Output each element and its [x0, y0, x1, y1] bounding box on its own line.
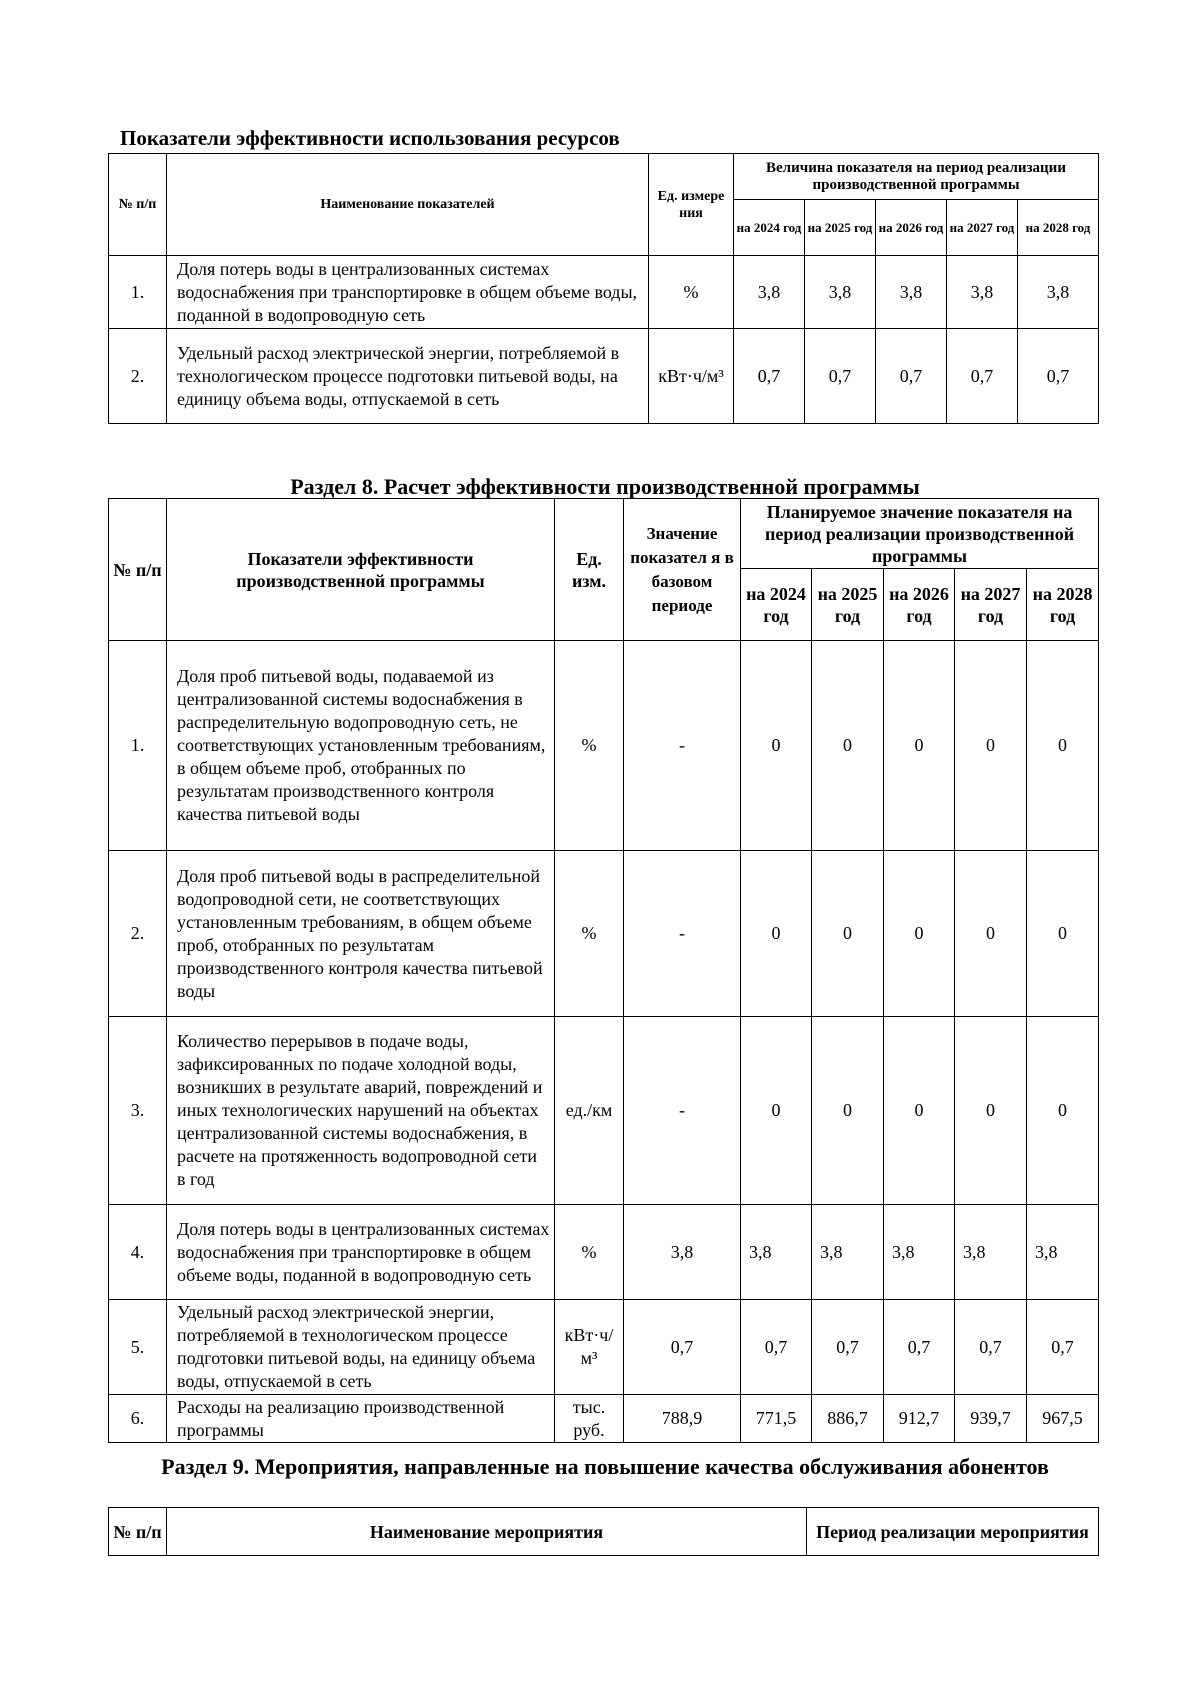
section9-title: Раздел 9. Мероприятия, направленные на повышение качества обслуживания абонентов: [161, 1454, 1049, 1479]
row-num: 1.: [109, 641, 167, 851]
row-num: 3.: [109, 1017, 167, 1205]
row-base: -: [624, 851, 741, 1017]
row-value: 0: [955, 1017, 1027, 1205]
row-unit: кВт·ч/м³: [555, 1300, 624, 1395]
header-name: Показатели эффективности производственной программы: [167, 499, 555, 641]
header-year: на 2028 год: [1027, 569, 1099, 641]
row-value: 0: [812, 851, 884, 1017]
row-num: 2.: [109, 851, 167, 1017]
row-value: 0: [741, 1017, 812, 1205]
row-name: Доля проб питьевой воды в распределительной водопроводной сети, не соответствующих установленным требованиям, в общем объеме проб, отобранных по результатам производственного контроля качества питьевой воды: [167, 851, 555, 1017]
row-value: 0: [741, 851, 812, 1017]
row-value: 3,8: [884, 1205, 955, 1300]
row-value: 0: [1027, 851, 1099, 1017]
header-year: на 2026 год: [884, 569, 955, 641]
row-name: Удельный расход электрической энергии, потребляемой в технологическом процессе подготовки питьевой воды, на единицу объема воды, отпускаемой в сеть: [167, 329, 649, 424]
resources-section-title: Показатели эффективности использования ресурсов: [120, 126, 620, 150]
header-num: № п/п: [109, 499, 167, 641]
header-year: на 2024 год: [741, 569, 812, 641]
row-value: 0: [741, 641, 812, 851]
table-row: [109, 1395, 1099, 1443]
row-name: Удельный расход электрической энергии, потребляемой в технологическом процессе подготовки питьевой воды, на единицу объема воды, отпускаемой в сеть: [167, 1300, 555, 1395]
table-row: [109, 851, 1099, 1017]
row-unit: ед./км: [555, 1017, 624, 1205]
row-value: 0,7: [947, 329, 1018, 424]
row-value: 3,8: [1027, 1205, 1099, 1300]
header-base: Значение показател я в базовом периоде: [624, 499, 741, 641]
section9-measures-table: [108, 1507, 1099, 1556]
section8-efficiency-table: [108, 498, 1099, 1443]
row-value: 0,7: [734, 329, 805, 424]
row-name: Доля потерь воды в централизованных системах водоснабжения при транспортировке в общем объеме воды, поданной в водопроводную сеть: [167, 1205, 555, 1300]
row-value: 0: [812, 641, 884, 851]
header-num: № п/п: [109, 1508, 167, 1556]
table-row: [109, 329, 1099, 424]
header-year: на 2027 год: [955, 569, 1027, 641]
header-name: Наименование мероприятия: [167, 1508, 807, 1556]
row-base: 3,8: [624, 1205, 741, 1300]
row-value: 0,7: [884, 1300, 955, 1395]
row-num: 2.: [109, 329, 167, 424]
row-unit: тыс. руб.: [555, 1395, 624, 1443]
row-value: 3,8: [812, 1205, 884, 1300]
header-num: № п/п: [109, 154, 167, 256]
row-value: 0: [884, 1017, 955, 1205]
header-year: на 2025 год: [812, 569, 884, 641]
row-value: 0: [884, 641, 955, 851]
row-value: 0,7: [812, 1300, 884, 1395]
header-unit: Ед. изм.: [555, 499, 624, 641]
row-value: 3,8: [955, 1205, 1027, 1300]
row-name: Количество перерывов в подаче воды, зафиксированных по подаче холодной воды, возникших в результате аварий, повреждений и иных технологических нарушений на объектах централизованной системы водоснабжения, в расчете на протяженность водопроводной сети в год: [167, 1017, 555, 1205]
row-value: 3,8: [805, 256, 876, 329]
row-value: 3,8: [1018, 256, 1099, 329]
header-year: на 2026 год: [876, 200, 947, 256]
header-year: на 2025 год: [805, 200, 876, 256]
row-value: 3,8: [741, 1205, 812, 1300]
header-year: на 2028 год: [1018, 200, 1099, 256]
header-year: на 2024 год: [734, 200, 805, 256]
table-row: [109, 1205, 1099, 1300]
table-row: [109, 256, 1099, 329]
row-value: 0,7: [1018, 329, 1099, 424]
row-value: 0: [1027, 1017, 1099, 1205]
row-value: 3,8: [947, 256, 1018, 329]
row-unit: %: [555, 851, 624, 1017]
row-value: 0: [884, 851, 955, 1017]
row-value: 0,7: [1027, 1300, 1099, 1395]
row-num: 5.: [109, 1300, 167, 1395]
row-value: 912,7: [884, 1395, 955, 1443]
row-unit: %: [649, 256, 734, 329]
row-base: 0,7: [624, 1300, 741, 1395]
row-value: 0: [955, 851, 1027, 1017]
row-base: 788,9: [624, 1395, 741, 1443]
row-name: Доля проб питьевой воды, подаваемой из централизованной системы водоснабжения в распределительную водопроводную сеть, не соответствующих установленным требованиям, в общем объеме проб, отобранных по результатам производственного контроля качества питьевой воды: [167, 641, 555, 851]
header-planned: Планируемое значение показателя на период реализации производственной программы: [741, 499, 1099, 569]
row-base: -: [624, 641, 741, 851]
row-value: 3,8: [876, 256, 947, 329]
row-value: 0: [955, 641, 1027, 851]
row-value: 0,7: [805, 329, 876, 424]
row-value: 0,7: [876, 329, 947, 424]
table-row: [109, 1017, 1099, 1205]
header-period: Период реализации мероприятия: [807, 1508, 1099, 1556]
row-value: 0,7: [741, 1300, 812, 1395]
row-value: 967,5: [1027, 1395, 1099, 1443]
row-value: 886,7: [812, 1395, 884, 1443]
row-num: 6.: [109, 1395, 167, 1443]
header-period: Величина показателя на период реализации производственной программы: [734, 154, 1099, 200]
row-unit: %: [555, 641, 624, 851]
header-name: Наименование показателей: [167, 154, 649, 256]
row-value: 0: [1027, 641, 1099, 851]
row-value: 0: [812, 1017, 884, 1205]
header-year: на 2027 год: [947, 200, 1018, 256]
table-row: [109, 1300, 1099, 1395]
row-unit: кВт·ч/м³: [649, 329, 734, 424]
row-num: 4.: [109, 1205, 167, 1300]
row-name: Доля потерь воды в централизованных системах водоснабжения при транспортировке в общем объеме воды, поданной в водопроводную сеть: [167, 256, 649, 329]
row-base: -: [624, 1017, 741, 1205]
row-name: Расходы на реализацию производственной программы: [167, 1395, 555, 1443]
section8-title: Раздел 8. Расчет эффективности производственной программы: [290, 474, 920, 499]
row-unit: %: [555, 1205, 624, 1300]
table-row: [109, 641, 1099, 851]
row-value: 0,7: [955, 1300, 1027, 1395]
resources-efficiency-table: [108, 153, 1099, 424]
row-num: 1.: [109, 256, 167, 329]
row-value: 771,5: [741, 1395, 812, 1443]
row-value: 939,7: [955, 1395, 1027, 1443]
header-unit: Ед. измере ния: [649, 154, 734, 256]
row-value: 3,8: [734, 256, 805, 329]
